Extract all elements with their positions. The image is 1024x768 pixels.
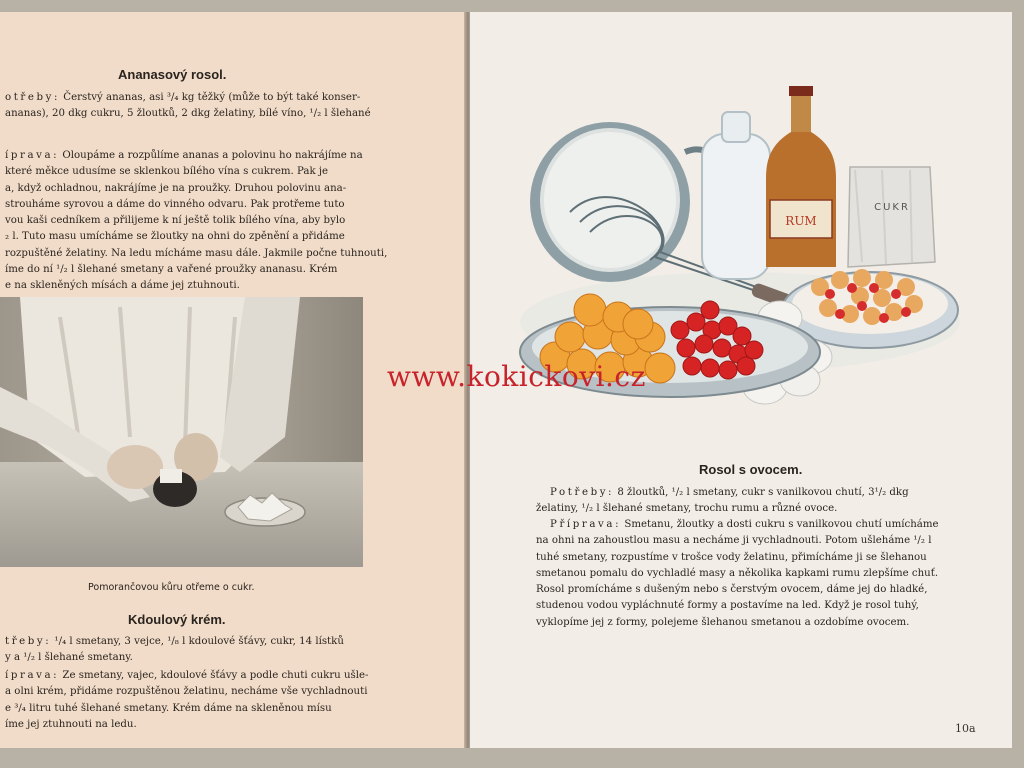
- sugar-bag: [848, 167, 935, 267]
- recipe-title-jelly-with-fruit: Rosol s ovocem.: [699, 462, 803, 477]
- recipe1-ingredients: otřeby: Čerstvý ananas, asi ³/₄ kg těžký (může to být také konser- ananas), 20 dkg cukru, 5 žloutků, 2 dkg želatiny, bílé víno, ¹/₂ l šlehané: [5, 92, 371, 120]
- orange-peel-photo-graphic: [0, 297, 363, 567]
- recipe-title-quince-cream: Kdoulový krém.: [128, 612, 226, 627]
- ingredients-label: otřeby:: [5, 92, 61, 103]
- recipe-title-pineapple-jelly: Ananasový rosol.: [118, 67, 227, 82]
- preparation-label: íprava:: [5, 670, 60, 681]
- rum-label: RUM: [785, 214, 817, 228]
- page-number: 10a: [955, 722, 976, 735]
- watermark-link[interactable]: www.kokickovi.cz: [387, 360, 646, 393]
- preparation-label: Příprava:: [550, 519, 622, 530]
- ingredients-label: třeby:: [5, 636, 52, 647]
- ingredients-label: Potřeby:: [550, 487, 615, 498]
- preparation-label: íprava:: [5, 150, 60, 161]
- recipe1-preparation: íprava: Oloupáme a rozpůlíme ananas a polovinu ho nakrájíme na které měkce udusíme se sklenkou bílého vína s cukrem. Pak je a, když ochladnou, nakrájíme je na proužky. Druhou polovinu ana- strouháme syrovou a dáme do vinného odvaru. Pak protřeme tuto vou kaši cedníkem a přilijeme k ní ještě tolik bílého vína, aby bylo ₂ l. Tuto masu umícháme se žloutky na ohni do zpěnění a přidáme rozpuštěné želatiny. Na ledu mícháme masu dále. Jakmile počne tuhnouti, íme do ní ¹/₂ l šlehané smetany a vařené proužky ananasu. Krém e na skleněných mísách a dáme jej ztuhnouti.: [5, 150, 388, 292]
- recipe-ingredients: Potřeby: 8 žloutků, ¹/₂ l smetany, cukr s vanilkovou chutí, 3¹/₂ dkg želatiny, ¹/₂ l šlehané smetany, trochu rumu a různé ovoce.: [536, 487, 909, 515]
- recipe2-preparation: íprava: Ze smetany, vajec, kdoulové šťávy a podle chuti cukru ušle- a olni krém, přidáme rozpuštěnou želatinu, necháme vše vychladnouti e ³/₄ litru tuhé šlehané smetany. Krém dáme na skleněnou mísu íme jej ztuhnouti na ledu.: [5, 670, 369, 730]
- milk-bottle: [702, 112, 770, 279]
- recipe2-ingredients: třeby: ¹/₄ l smetany, 3 vejce, ¹/₈ l kdoulové šťávy, cukr, 14 lístků y a ¹/₂ l šlehané smetany.: [5, 636, 344, 664]
- rum-bottle: [766, 86, 836, 267]
- orange-peel-photo: [0, 297, 363, 567]
- recipe-preparation: Příprava: Smetanu, žloutky a dosti cukru s vanilkovou chutí umícháme na ohni na zahoustlou masu a necháme ji vychladnouti. Potom ušleháme ¹/₂ l tuhé smetany, rozpustíme v trošce vody želatinu, přimícháme ji se šlehanou smetanou pomalu do vychladlé masy a několika kapkami rumu zlepšíme chuť. Rosol promícháme s dušeným nebo s čerstvým ovocem, dáme jej do hladké, studenou vodou vypláchnuté formy a postavíme na led. Když je rosol tuhý, vyklopíme jej z formy, polejeme šlehanou smetanou a ozdobíme ovocem.: [536, 519, 939, 628]
- photo-caption: Pomorančovou kůru otřeme o cukr.: [88, 582, 255, 593]
- sugar-label: CUKR: [874, 202, 910, 213]
